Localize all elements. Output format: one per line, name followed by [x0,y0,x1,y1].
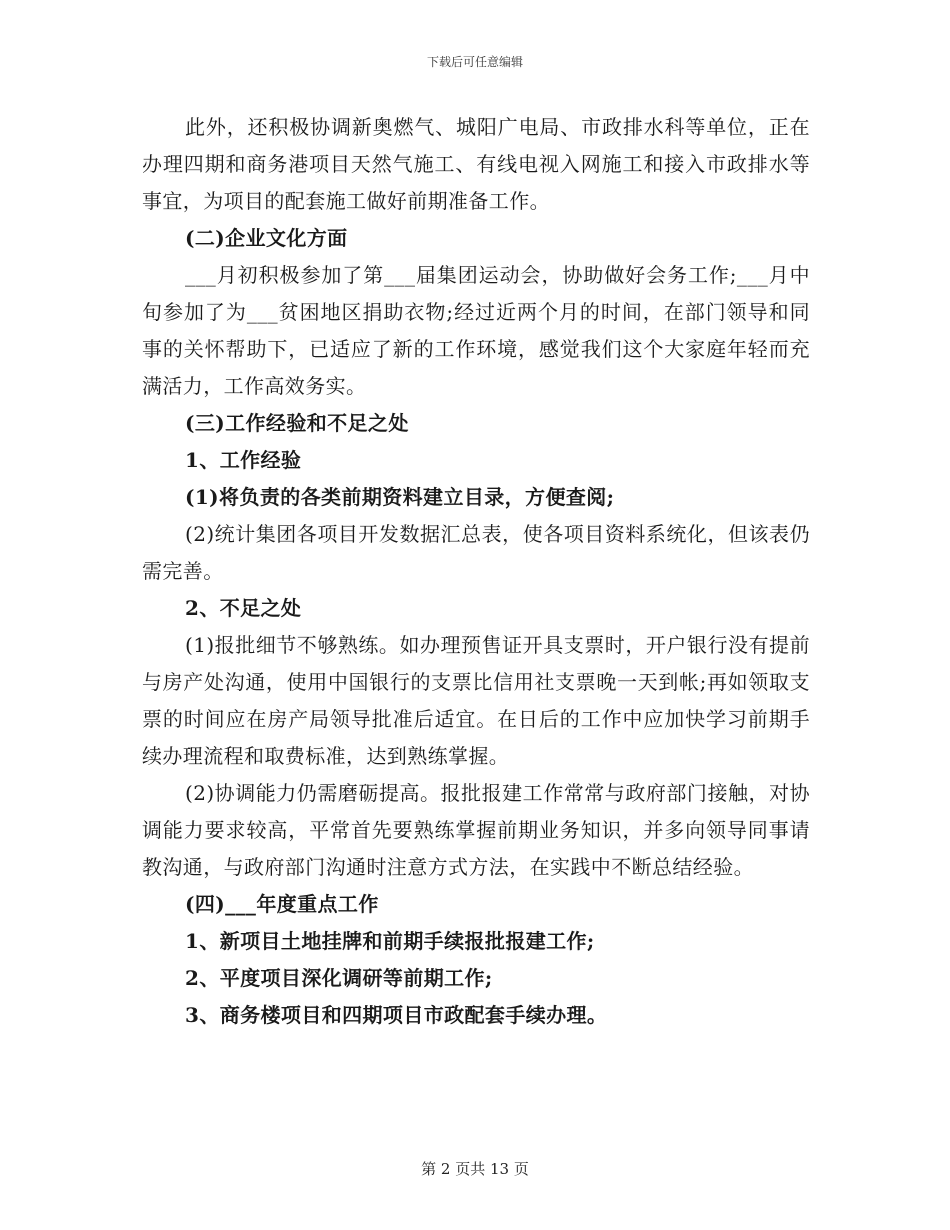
subheading-shortcomings: 2、不足之处 [185,596,302,620]
list-item-shortcoming-2: (2)协调能力仍需磨砺提高。报批报建工作常常与政府部门接触，对协调能力要求较高，平常首先要熟练掌握前期业务知识，并多向领导同事请教沟通，与政府部门沟通时注意方式方法，在实践中不断总结经验。 [142,781,810,879]
section-heading-corporate-culture: (二)企业文化方面 [185,226,348,250]
page-header: 下载后可任意编辑 [426,55,523,69]
subheading-work-experience: 1、工作经验 [185,448,302,472]
list-item-experience-2: (2)统计集团各项目开发数据汇总表，使各项目资料系统化，但该表仍需完善。 [142,522,810,583]
paragraph-corporate-culture: ___月初积极参加了第___届集团运动会，协助做好会务工作;___月中旬参加了为___贫困地区捐助衣物;经过近两个月的时间，在部门领导和同事的关怀帮助下，已适应了新的工作环境，感觉我们这个大家庭年轻而充满活力，工作高效务实。 [142,263,810,398]
list-item-key-work-2: 2、平度项目深化调研等前期工作; [185,966,493,990]
section-heading-key-work: (四)___年度重点工作 [185,892,379,916]
document-body [142,109,810,1034]
list-item-shortcoming-1: (1)报批细节不够熟练。如办理预售证开具支票时，开户银行没有提前与房产处沟通，使用中国银行的支票比信用社支票晚一天到帐;再如领取支票的时间应在房产局领导批准后适宜。在日后的工作中应加快学习前期手续办理流程和取费标准，达到熟练掌握。 [142,633,810,768]
section-heading-experience: (三)工作经验和不足之处 [185,411,409,435]
list-item-experience-1: (1)将负责的各类前期资料建立目录，方便查阅; [185,485,615,509]
list-item-key-work-3: 3、商务楼项目和四期项目市政配套手续办理。 [185,1003,608,1027]
list-item-key-work-1: 1、新项目土地挂牌和前期手续报批报建工作; [185,929,595,953]
paragraph-other-coordination: 此外，还积极协调新奥燃气、城阳广电局、市政排水科等单位，正在办理四期和商务港项目天然气施工、有线电视入网施工和接入市政排水等事宜，为项目的配套施工做好前期准备工作。 [142,115,810,213]
page-footer: 第 2 页共 13 页 [421,1160,529,1178]
